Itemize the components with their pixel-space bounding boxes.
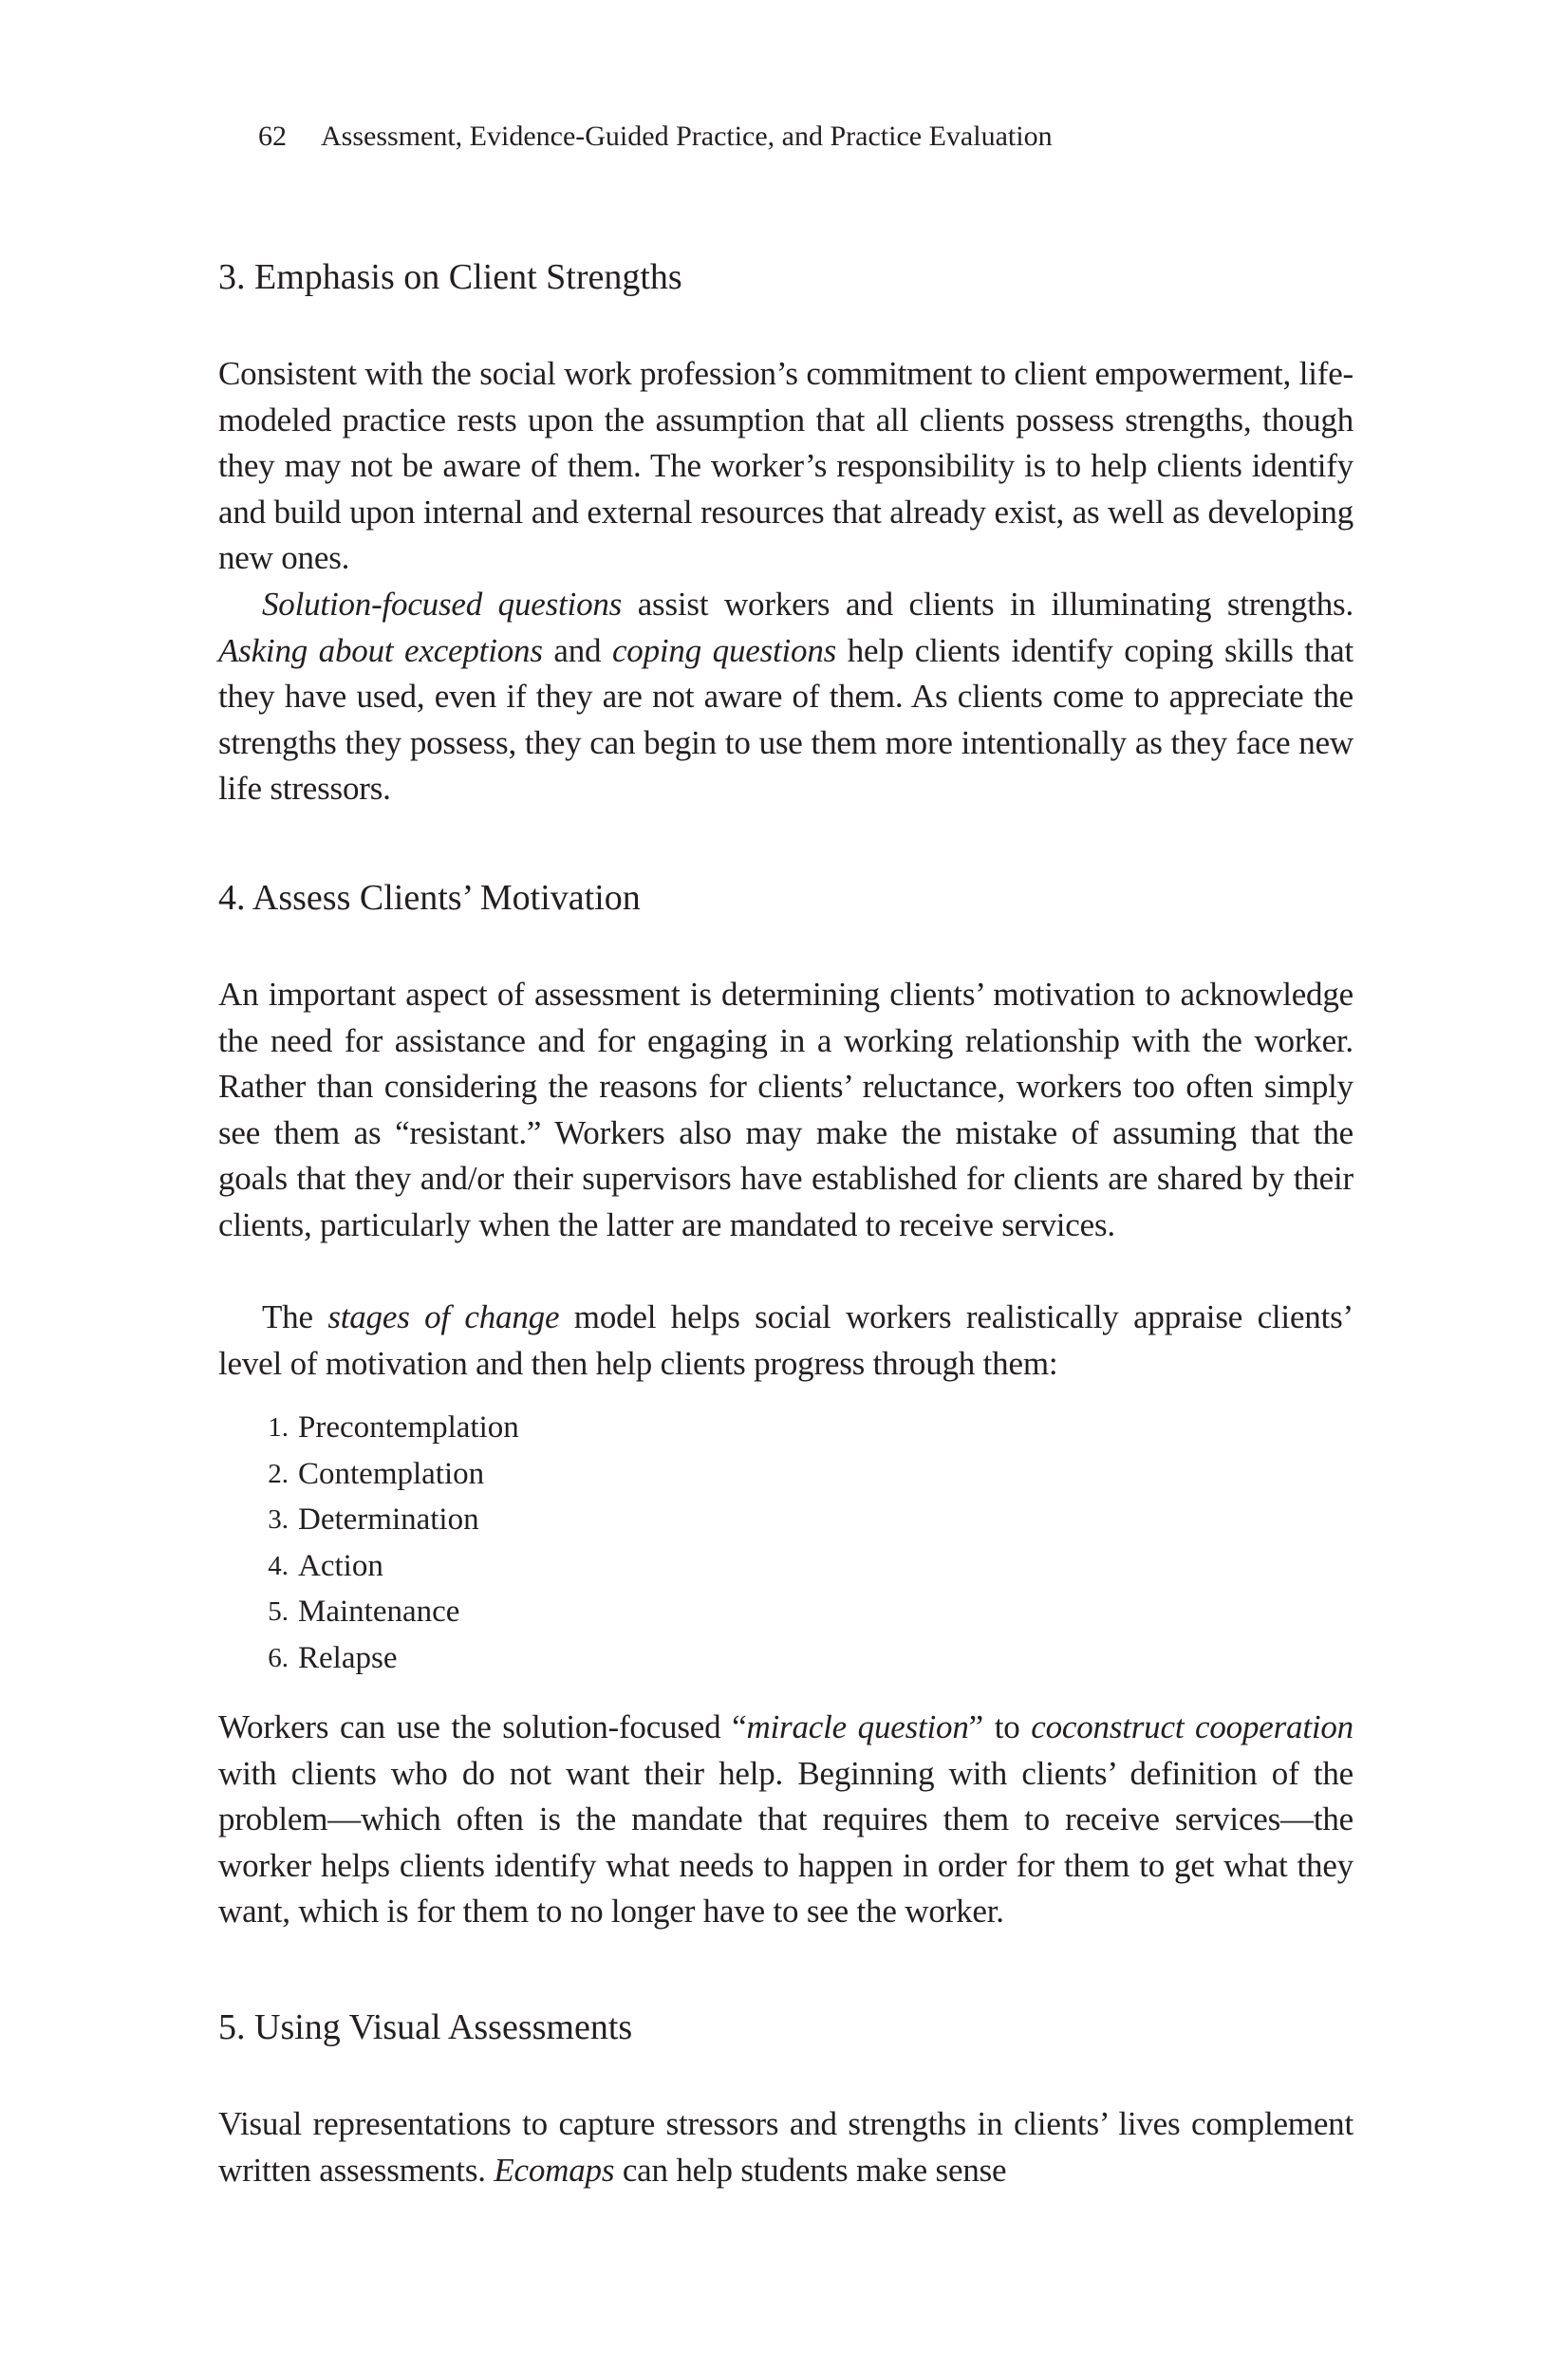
paragraph-motivation-1: An important aspect of assessment is determining clients’ motivation to acknowledge the need for assistance and for engaging in a working relationship with the worker. Rather than considering the reasons for clients’ reluctance, workers too often simply see them as “resistant.” Workers also may make the mistake of assuming that the goals that they and/or their supervisors have established for clients are shared by their clients, particularly when the latter are mandated to receive services. xyxy=(218,976,1353,1243)
term-solution-focused-questions: Solution-focused questions xyxy=(262,586,623,623)
running-head xyxy=(258,120,1053,154)
paragraph-visual-1: Visual representations to capture stressors and strengths in clients’ lives complement written assessments. Ecomaps can help students make sense xyxy=(218,2105,1353,2189)
list-item: 2. Contemplation xyxy=(268,1456,485,1491)
list-item: 3. Determination xyxy=(268,1502,479,1538)
term-asking-about-exceptions: Asking about exceptions xyxy=(218,631,543,669)
stages-of-change-list xyxy=(218,1405,519,1682)
paragraph-motivation-2: The stages of change model helps social workers realistically appraise clients’ level of motivation and then help clients progress through them: xyxy=(218,1298,1353,1382)
section-heading-assess-motivation: 4. Assess Clients’ Motivation xyxy=(218,878,641,918)
paragraph-miracle-question: Workers can use the solution-focused “miracle question” to coconstruct cooperation with clients who do not want their help. Beginning with clients’ definition of the problem—which often is the mandate that requires them to receive services—the worker helps clients identify what needs to happen in order for them to get what they want, which is for them to no longer have to see the worker. xyxy=(218,1708,1353,1930)
list-item: 5. Maintenance xyxy=(268,1595,460,1630)
term-coconstruct-cooperation: coconstruct cooperation xyxy=(1031,1708,1353,1745)
list-item: 1. Precontemplation xyxy=(268,1410,519,1445)
section-heading-visual-assessments: 5. Using Visual Assessments xyxy=(218,2007,633,2047)
running-head-title: Assessment, Evidence-Guided Practice, and Practice Evaluation xyxy=(321,121,1053,152)
term-coping-questions: coping questions xyxy=(611,631,837,669)
list-item: 6. Relapse xyxy=(268,1640,398,1675)
section-heading-client-strengths: 3. Emphasis on Client Strengths xyxy=(218,257,682,297)
page-number: 62 xyxy=(258,121,287,152)
term-miracle-question: miracle question xyxy=(746,1708,969,1745)
paragraph-strengths-1: Consistent with the social work profession’s commitment to client empowerment, life-modeled practice rests upon the assumption that all clients possess strengths, though they may not be aware of them. The worker’s responsibility is to help clients identify and build upon internal and external resources that already exist, as well as developing new ones. xyxy=(218,355,1353,576)
term-ecomaps: Ecomaps xyxy=(494,2151,615,2189)
paragraph-strengths-2: Solution-focused questions assist workers and clients in illuminating strengths. Asking about exceptions and coping questions help clients identify coping skills that they have used, even if they are not aware of them. As clients come to appreciate the strengths they possess, they can begin to use them more intentionally as they face new life stressors. xyxy=(218,586,1353,807)
list-item: 4. Action xyxy=(268,1548,383,1583)
term-stages-of-change: stages of change xyxy=(327,1298,560,1335)
